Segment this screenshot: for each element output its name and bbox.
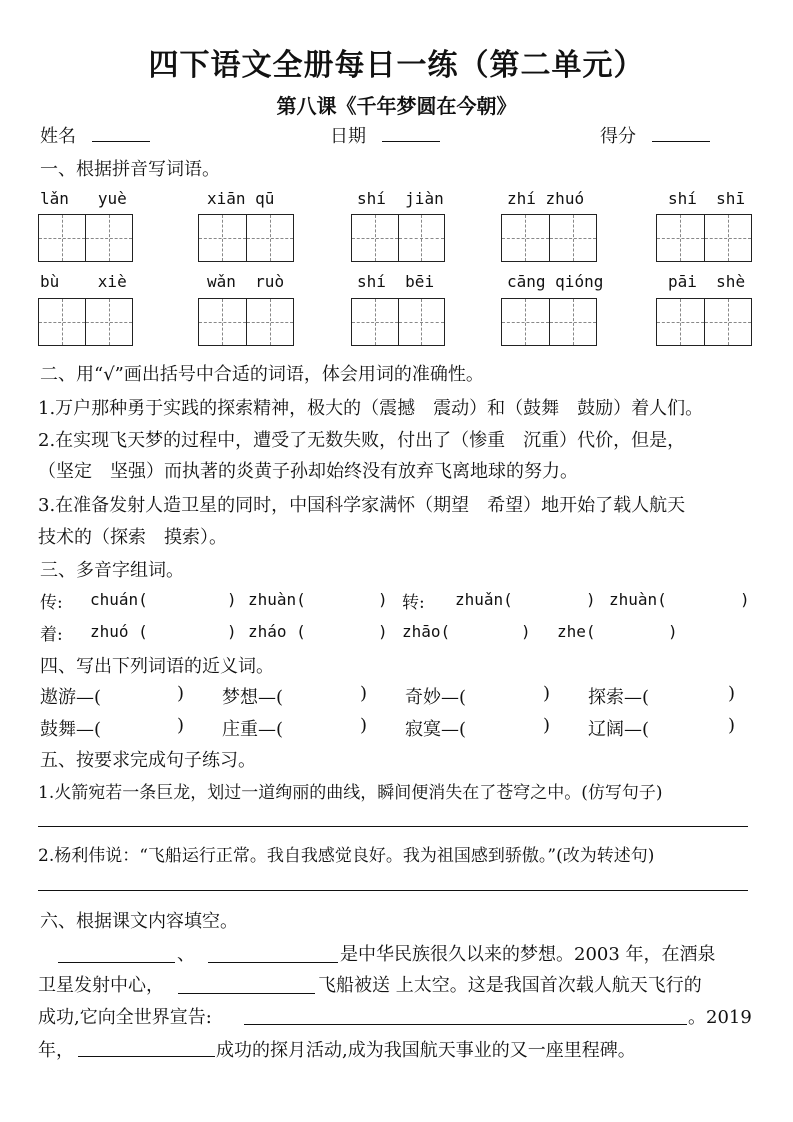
synonym-tansuo: 探索—(: [588, 687, 650, 708]
pinyin-1-3: shí jiàn: [357, 189, 444, 208]
fill-blank-3[interactable]: [178, 993, 315, 994]
lesson-subtitle: 第八课《千年梦圆在今朝》: [276, 94, 517, 118]
name-field[interactable]: [40, 122, 150, 148]
section5-question-1: 1.火箭宛若一条巨龙，划过一道绚丽的曲线，瞬间便消失在了苍穹之中。(仿写句子): [38, 783, 663, 803]
writing-grid-2-3[interactable]: [351, 298, 445, 346]
section2-line-1: 1.万户那种勇于实践的探索精神，极大的（震撼 震动）和（鼓舞 鼓励）着人们。: [38, 398, 704, 419]
polyphone-zhuan-4: zhuàn(: [248, 590, 306, 609]
writing-grid-2-5[interactable]: [656, 298, 752, 346]
section2-line-2: 2.在实现飞天梦的过程中，遭受了无数失败，付出了（惨重 沉重）代价，但是，: [38, 430, 686, 451]
writing-grid-2-4[interactable]: [501, 298, 597, 346]
synonym-jimo: 寂寞—(: [405, 719, 467, 740]
section6-line-3-b: 。2019: [688, 1007, 752, 1028]
synonym-aoyou: 遨游—(: [40, 687, 102, 708]
synonym-guwu: 鼓舞—(: [40, 719, 102, 740]
score-blank[interactable]: [652, 140, 710, 142]
polyphone-zhao-1: zhāo(: [402, 622, 451, 641]
fill-blank-4[interactable]: [244, 1024, 687, 1025]
pinyin-2-4: cāng qióng: [507, 272, 604, 291]
score-field[interactable]: [600, 122, 710, 148]
close-paren: ): [177, 715, 185, 736]
section6-line-4-b: 成功的探月活动,成为我国航天事业的又一座里程碑。: [216, 1040, 636, 1061]
close-paren: ): [740, 590, 750, 609]
writing-grid-2-2[interactable]: [198, 298, 294, 346]
polyphone-zhe: zhe(: [557, 622, 596, 641]
close-paren: ): [728, 683, 736, 704]
pinyin-2-1: bù xiè: [40, 272, 127, 291]
close-paren: ): [177, 683, 185, 704]
synonym-qimiao: 奇妙—(: [405, 687, 467, 708]
section2-line-4: 3.在准备发射人造卫星的同时，中国科学家满怀（期望 希望）地开始了载人航天: [38, 495, 686, 516]
section6-line-3-a: 成功,它向全世界宣告:: [38, 1007, 212, 1028]
section3-heading: 三、多音字组词。: [40, 560, 184, 581]
answer-line-1[interactable]: [38, 826, 748, 827]
answer-line-2[interactable]: [38, 890, 748, 891]
name-label: 姓名: [40, 126, 76, 147]
date-field[interactable]: [330, 122, 440, 148]
pinyin-2-3: shí bēi: [357, 272, 435, 291]
close-paren: ): [378, 590, 388, 609]
section6-line-1-text: 是中华民族很久以来的梦想。2003 年，在酒泉: [340, 944, 716, 965]
close-paren: ): [378, 622, 388, 641]
section6-heading: 六、根据课文内容填空。: [40, 911, 238, 932]
polyphone-char-zhe: 着:: [40, 625, 63, 645]
close-paren: ): [360, 715, 368, 736]
section5-question-2: 2.杨利伟说：“飞船运行正常。我自我感觉良好。我为祖国感到骄傲。”(改为转述句): [38, 846, 655, 866]
writing-grid-1-3[interactable]: [351, 214, 445, 262]
pinyin-1-5: shí shī: [668, 189, 746, 208]
section2-line-5: 技术的（探索 摸索）。: [38, 527, 227, 548]
close-paren: ): [360, 683, 368, 704]
pinyin-1-1: lǎn yuè: [40, 189, 127, 208]
polyphone-zhao-2: zháo (: [248, 622, 306, 641]
close-paren: ): [521, 622, 531, 641]
writing-grid-1-2[interactable]: [198, 214, 294, 262]
section5-heading: 五、按要求完成句子练习。: [40, 750, 256, 771]
polyphone-chuan: chuán(: [90, 590, 148, 609]
section2-heading: 二、用“√”画出括号中合适的词语，体会用词的准确性。: [40, 364, 484, 385]
fill-blank-1[interactable]: [58, 962, 175, 963]
writing-grid-1-1[interactable]: [38, 214, 133, 262]
name-blank[interactable]: [92, 140, 150, 142]
close-paren: ): [227, 622, 237, 641]
fill-blank-2[interactable]: [208, 962, 338, 963]
writing-grid-2-1[interactable]: [38, 298, 133, 346]
section4-heading: 四、写出下列词语的近义词。: [40, 656, 274, 677]
date-blank[interactable]: [382, 140, 440, 142]
polyphone-char-zhuan: 转:: [402, 593, 425, 613]
section6-line-2-b: 飞船被送 上太空。这是我国首次载人航天飞行的: [318, 975, 702, 996]
polyphone-zhuan-4b: zhuàn(: [609, 590, 667, 609]
synonym-zhuangzhong: 庄重—(: [222, 719, 284, 740]
section1-heading: 一、根据拼音写词语。: [40, 159, 220, 180]
date-label: 日期: [330, 126, 366, 147]
synonym-liaokuo: 辽阔—(: [588, 719, 650, 740]
close-paren: ): [728, 715, 736, 736]
writing-grid-1-4[interactable]: [501, 214, 597, 262]
pinyin-1-2: xiān qū: [207, 189, 275, 208]
score-label: 得分: [600, 126, 636, 147]
worksheet-title: 四下语文全册每日一练（第二单元）: [148, 48, 645, 83]
polyphone-zhuo: zhuó (: [90, 622, 148, 641]
separator: 、: [177, 944, 195, 965]
pinyin-1-4: zhí zhuó: [507, 189, 585, 208]
close-paren: ): [586, 590, 596, 609]
close-paren: ): [227, 590, 237, 609]
close-paren: ): [543, 683, 551, 704]
polyphone-char-chuan: 传:: [40, 593, 63, 613]
close-paren: ): [543, 715, 551, 736]
section6-line-4-a: 年，: [38, 1040, 74, 1061]
fill-blank-5[interactable]: [78, 1056, 215, 1057]
pinyin-2-2: wǎn ruò: [207, 272, 285, 291]
synonym-mengxiang: 梦想—(: [222, 687, 284, 708]
writing-grid-1-5[interactable]: [656, 214, 752, 262]
close-paren: ): [668, 622, 678, 641]
section6-line-2-a: 卫星发射中心，: [38, 975, 164, 996]
section2-line-3: （坚定 坚强）而执著的炎黄子孙却始终没有放弃飞离地球的努力。: [38, 461, 578, 482]
pinyin-2-5: pāi shè: [668, 272, 746, 291]
polyphone-zhuan-3: zhuǎn(: [455, 590, 513, 609]
